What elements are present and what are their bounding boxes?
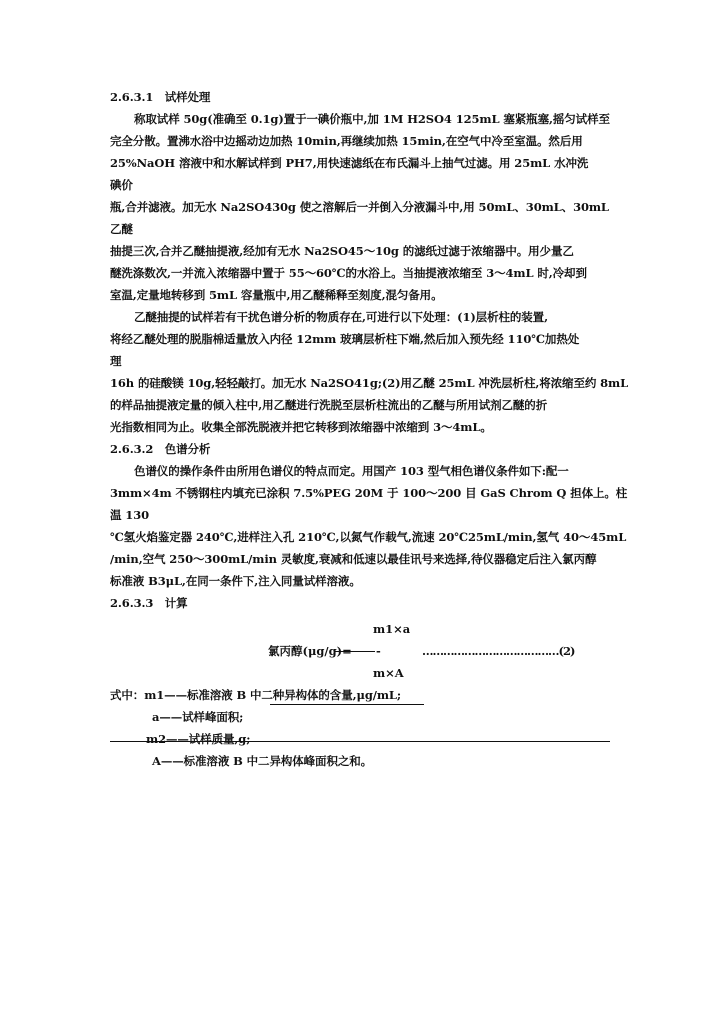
paragraph-line: 醚洗涤数次,一并流入浓缩器中置于 55～60℃的水浴上。当抽提液浓缩至 3～4mL 时,冷却到 [110, 266, 587, 280]
paragraph-line: 色谱仪的操作条件由所用色谱仪的特点而定。用国产 103 型气相色谱仪条件如下:配一 [134, 464, 569, 478]
formula-denominator: m×A [373, 666, 404, 680]
paragraph-line: 室温,定量地转移到 5mL 容量瓶中,用乙醚稀释至刻度,混匀备用。 [110, 288, 443, 302]
paragraph-line: 称取试样 50g(准确至 0.1g)置于一碘价瓶中,加 1M H2SO4 125mL 塞紧瓶塞,摇匀试样至 [134, 112, 610, 126]
section-heading-chromatography: 2.6.3.2 色谱分析 [110, 442, 211, 456]
paragraph-line: 瓶,合并滤液。加无水 Na2SO430g 使之溶解后一并倒入分液漏斗中,用 50mL、30mL、30mL [110, 200, 609, 214]
page-divider [110, 741, 610, 742]
fraction-bar [335, 651, 375, 652]
paragraph-line: 抽提三次,合并乙醚抽提液,经加有无水 Na2SO45～10g 的滤纸过滤于浓缩器中。用少量乙 [110, 244, 574, 258]
paragraph-line: 温 130 [110, 508, 150, 522]
paragraph-line: /min,空气 250～300mL/min 灵敏度,衰减和低速以最佳讯号来选择,待仪器稳定后注入氯丙醇 [110, 552, 597, 566]
formula-dash: - [376, 644, 381, 658]
paragraph-line: 完全分散。置沸水浴中边摇动边加热 10min,再继续加热 15min,在空气中冷至室温。然后用 [110, 134, 583, 148]
formula-leader-dots: …………………………………(2) [422, 644, 575, 658]
document-body [110, 86, 629, 772]
formula-numerator: m1×a [373, 622, 411, 636]
paragraph-line: 16h 的硅酸镁 10g,轻轻敲打。加无水 Na2SO41g;(2)用乙醚 25mL 冲洗层析柱,将浓缩至约 8mL [110, 376, 629, 390]
paragraph-line: 25%NaOH 溶液中和水解试样到 PH7,用快速滤纸在布氏漏斗上抽气过滤。用 25mL 水冲洗 [110, 156, 589, 170]
paragraph-line: 将经乙醚处理的脱脂棉适量放入内径 12mm 玻璃层析柱下端,然后加入预先经 110℃加热处 [110, 332, 580, 346]
section-heading-calculation: 2.6.3.3 计算 [110, 596, 188, 610]
paragraph-line: 乙醚 [110, 222, 133, 236]
definition-line: 式中：m1——标准溶液 B 中二种异构体的含量,μg/mL; [110, 688, 402, 702]
definition-line: m2——试样质量,g; [146, 732, 251, 746]
paragraph-line: 3mm×4m 不锈钢柱内填充已涂积 7.5%PEG 20M 于 100～200 目 GaS Chrom Q 担体上。柱 [110, 486, 628, 500]
paragraph-line: 碘价 [110, 178, 133, 192]
paragraph-line: 理 [110, 354, 122, 368]
paragraph-line: 的样品抽提液定量的倾入柱中,用乙醚进行洗脱至层析柱流出的乙醚与所用试剂乙醚的折 [110, 398, 548, 412]
formula-block [110, 618, 624, 684]
paragraph-line: 标准液 B3μL,在同一条件下,注入同量试样溶液。 [110, 574, 361, 588]
definition-line: a——试样峰面积; [152, 710, 244, 724]
formula-lhs: 氯丙醇(μg/g)= [268, 644, 352, 658]
paragraph-line: 光指数相同为止。收集全部洗脱液并把它转移到浓缩器中浓缩到 3～4mL。 [110, 420, 492, 434]
definition-line: A——标准溶液 B 中二异构体峰面积之和。 [152, 754, 373, 768]
paragraph-line: 乙醚抽提的试样若有干扰色谱分析的物质存在,可进行以下处理：(1)层析柱的装置, [134, 310, 548, 324]
section-heading-sample-treatment: 2.6.3.1 试样处理 [110, 90, 211, 104]
short-divider [270, 704, 424, 705]
equation-number: (2) [558, 644, 575, 658]
paragraph-line: ℃氢火焰鉴定器 240℃,进样注入孔 210℃,以氮气作载气,流速 20℃25mL/min,氢气 40～45mL [110, 530, 627, 544]
